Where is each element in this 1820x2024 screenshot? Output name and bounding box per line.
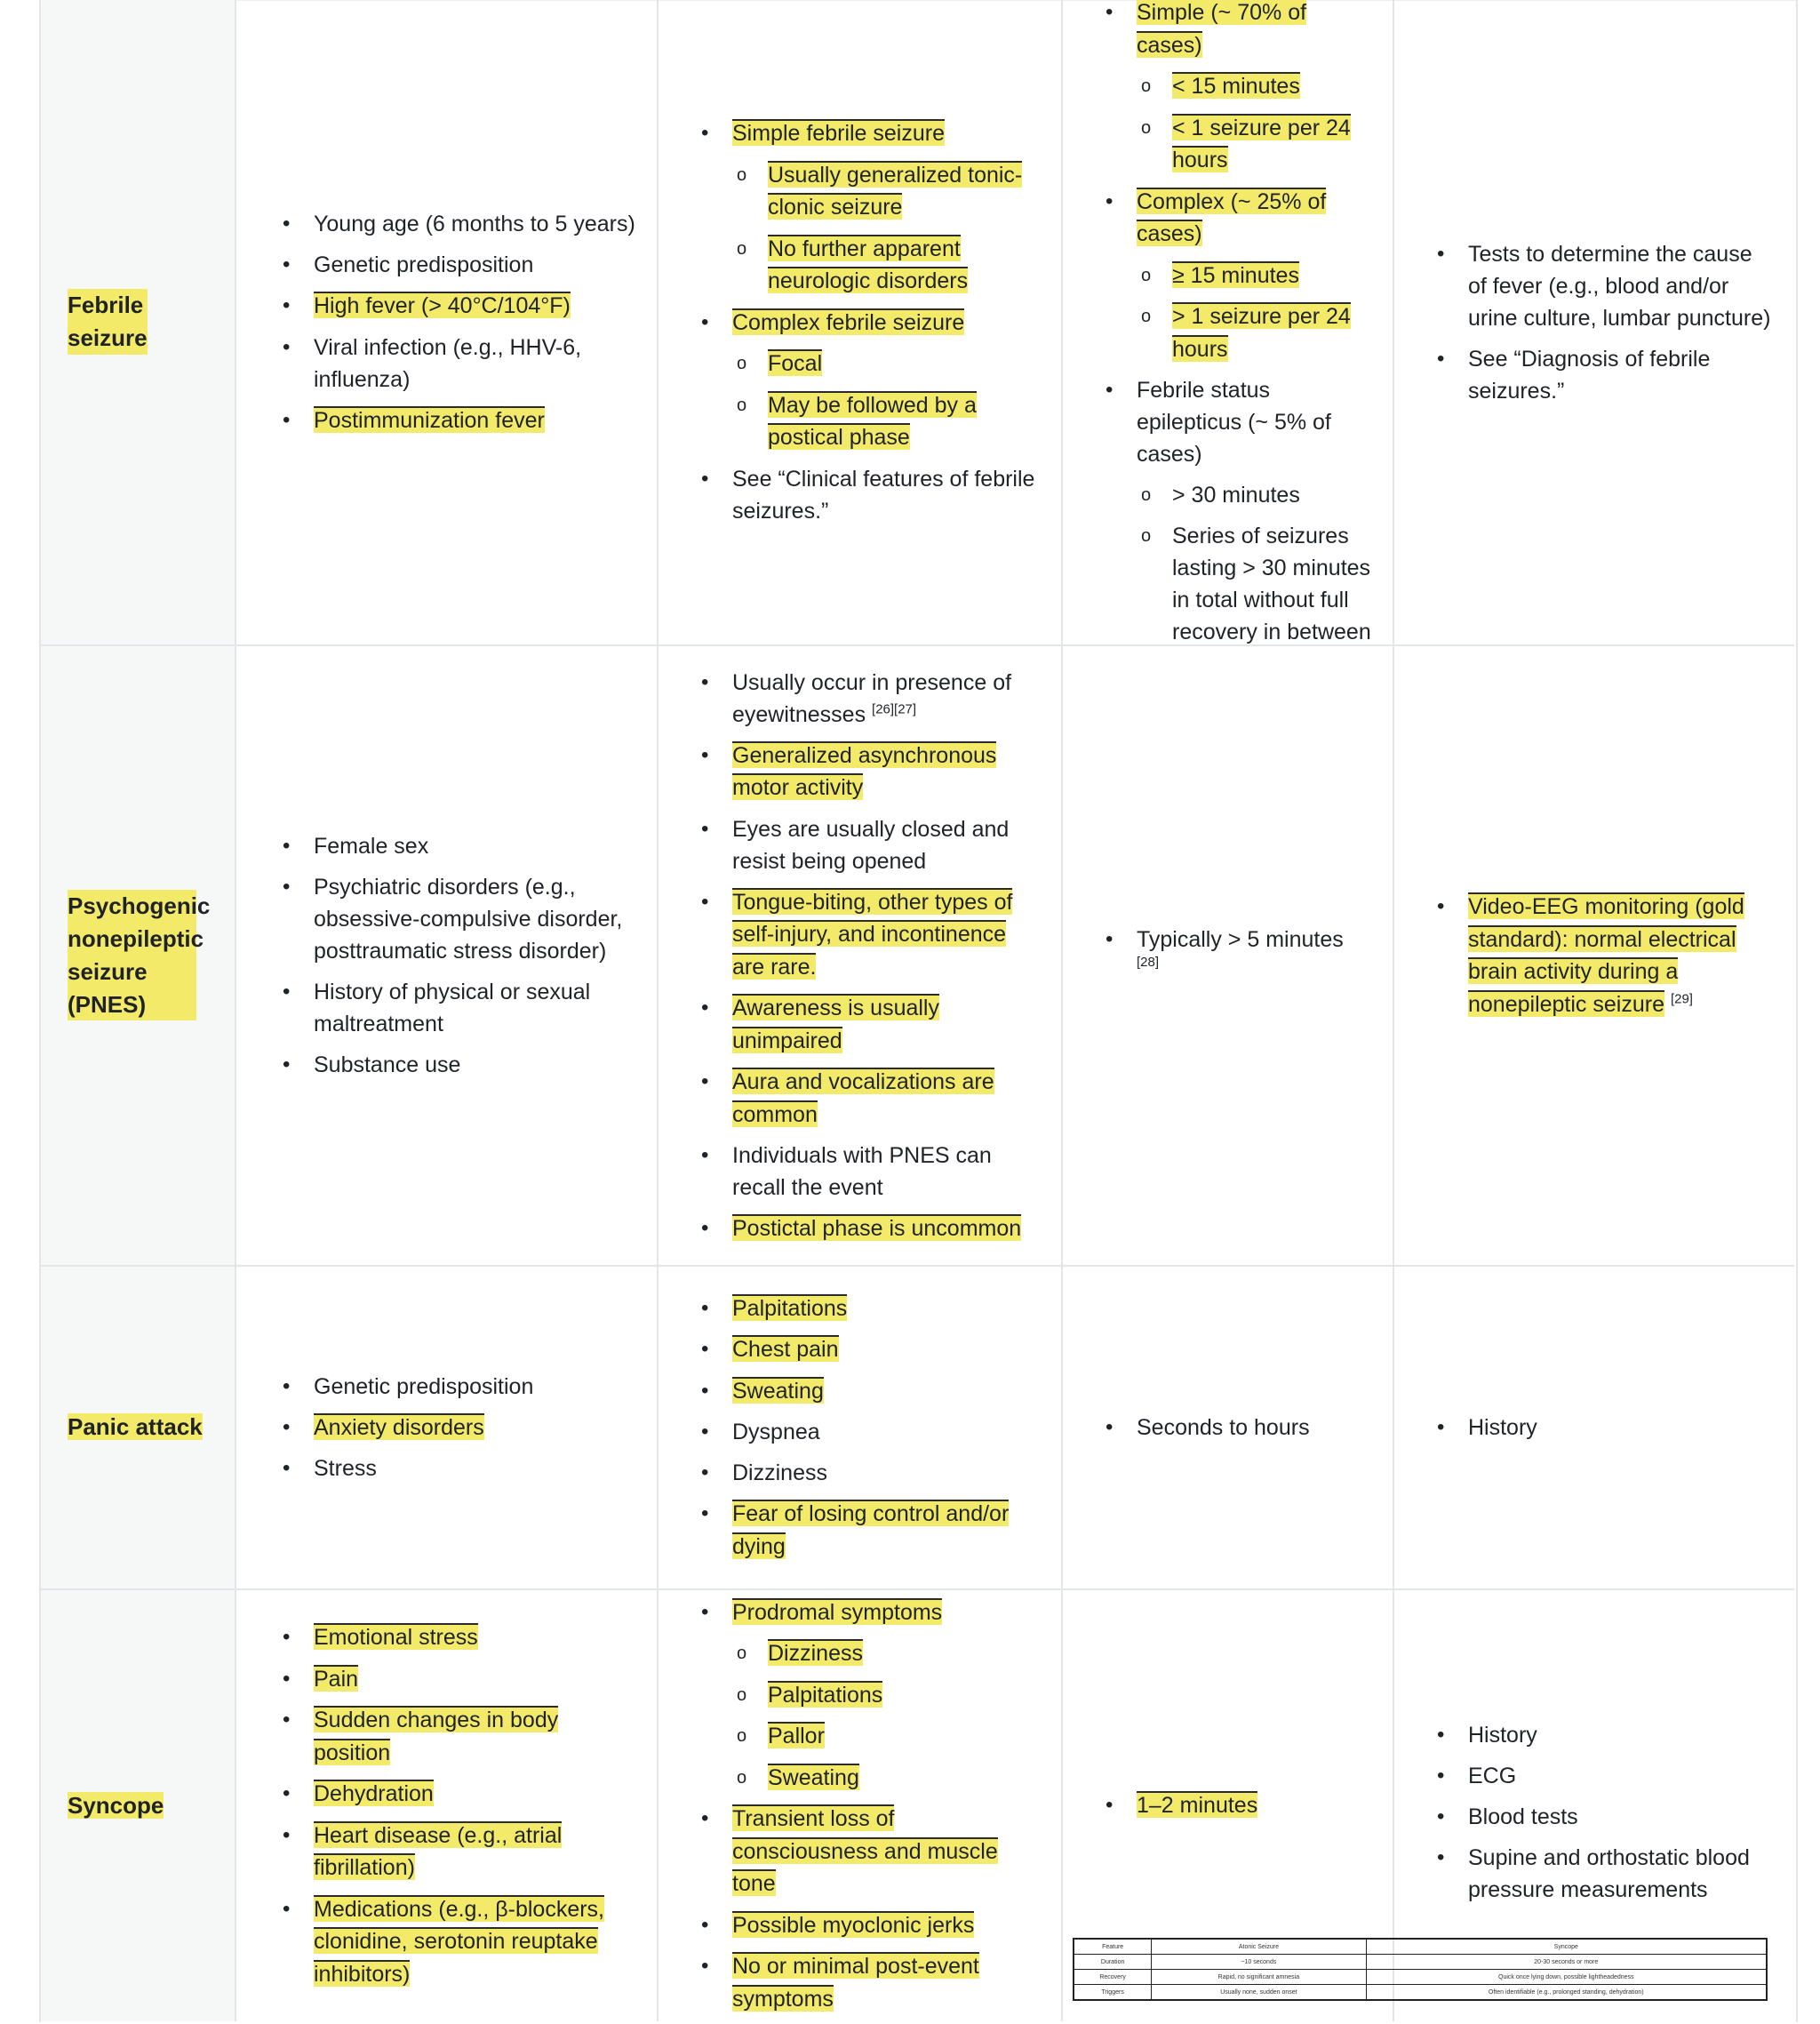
list-item: • Genetic predisposition [283, 249, 635, 281]
table-cell: Recovery [1074, 1970, 1152, 1985]
list-item: • Substance use [283, 1049, 635, 1081]
list-item[interactable]: o Focal [737, 348, 1040, 380]
list-item: • Seconds to hours [1106, 1412, 1310, 1444]
list-item[interactable]: • No or minimal post-event symptoms [701, 1950, 1040, 2015]
list-item: • Female sex [283, 830, 635, 862]
table-row [1074, 1955, 1767, 1970]
risk-factors-cell [235, 1267, 657, 1588]
list-item[interactable]: • Emotional stress [283, 1621, 635, 1654]
row-label-cell [41, 1267, 235, 1588]
list-item[interactable]: • Prodromal symptoms [701, 1596, 1040, 1629]
list-item[interactable]: • Aura and vocalizations are common [701, 1066, 1040, 1131]
list-item[interactable]: • Video-EEG monitoring (gold standard): normal electrical brain activity during a nonepileptic seizure [29] [1437, 891, 1773, 1020]
list-item[interactable]: • Complex (~ 25% of cases) [1106, 186, 1373, 251]
diagnosis-cell [1393, 1267, 1794, 1588]
list-item[interactable]: o Series of seizures lasting > 30 minutes in total without full recovery in between [1141, 520, 1373, 648]
list-item[interactable]: • See “Clinical features of febrile seizures.” [701, 463, 1040, 527]
table-cell: Often identifiable (e.g., prolonged standing, dehydration) [1366, 1985, 1767, 2001]
list-item[interactable]: • Postictal phase is uncommon [701, 1212, 1040, 1245]
list-item[interactable]: • Complex febrile seizure [701, 307, 1040, 340]
list-item[interactable]: o > 1 seizure per 24 hours [1141, 300, 1373, 365]
list-item[interactable]: o Sweating [737, 1762, 1040, 1795]
list-item[interactable]: • Dyspnea [701, 1416, 1040, 1448]
list-item: • Blood tests [1437, 1801, 1773, 1833]
list-item[interactable]: • Sudden changes in body position [283, 1704, 635, 1769]
list-item[interactable]: • Simple febrile seizure [701, 117, 1040, 150]
list-item[interactable]: o < 1 seizure per 24 hours [1141, 112, 1373, 177]
list-item[interactable]: • Supine and orthostatic blood pressure measurements [1437, 1842, 1773, 1906]
list-item[interactable]: • Tongue-biting, other types of self-injury, and incontinence are rare. [701, 886, 1040, 984]
list-item[interactable]: • Medications (e.g., β-blockers, clonidine, serotonin reuptake inhibitors) [283, 1893, 635, 1991]
list-item: • Stress [283, 1452, 533, 1484]
list-item[interactable]: o No further apparent neurologic disorders [737, 233, 1040, 298]
list-item: • History [1437, 1412, 1537, 1444]
list-item[interactable]: • Psychiatric disorders (e.g., obsessive-compulsive disorder, posttraumatic stress disorder) [283, 871, 635, 967]
clinical-features-cell [657, 646, 1061, 1265]
table-row-pnes [41, 646, 1794, 1267]
citation[interactable]: [26][27] [872, 701, 917, 717]
list-item: • Typically > 5 minutes [28] [1106, 924, 1344, 988]
table-header-cell: Atonic Seizure [1152, 1939, 1366, 1955]
duration-cell [1061, 1267, 1393, 1588]
list-item[interactable]: • High fever (> 40°C/104°F) [283, 290, 635, 323]
list-item[interactable]: • 1–2 minutes [1106, 1789, 1257, 1822]
list-item[interactable]: • Chest pain [701, 1333, 1040, 1366]
list-item[interactable]: o May be followed by a postical phase [737, 389, 1040, 454]
table-row [1074, 1985, 1767, 2001]
citation[interactable]: [28] [1137, 955, 1160, 970]
list-item[interactable]: o < 15 minutes [1141, 70, 1373, 103]
row-label-panic-attack[interactable]: Panic attack [68, 1413, 203, 1441]
row-label-pnes[interactable]: Psychogenic nonepileptic seizure (PNES) [68, 890, 196, 1021]
list-item[interactable]: o ≥ 15 minutes [1141, 260, 1373, 292]
list-item[interactable]: • Tests to determine the cause of fever (e.g., blood and/or urine culture, lumbar puncture) [1437, 238, 1773, 334]
list-item[interactable]: • Viral infection (e.g., HHV-6, influenza) [283, 332, 635, 396]
row-label-cell [41, 0, 235, 644]
table-row-panic-attack [41, 1267, 1794, 1590]
list-item[interactable]: o Dizziness [737, 1637, 1040, 1670]
list-item[interactable]: • Awareness is usually unimpaired [701, 992, 1040, 1057]
table-cell: 20-30 seconds or more [1366, 1955, 1767, 1970]
list-item: • Genetic predisposition [283, 1371, 533, 1403]
list-item: • Usually occur in presence of eyewitnesses [26][27] [701, 667, 1040, 731]
list-item[interactable]: • ECG [1437, 1760, 1773, 1792]
list-item[interactable]: • Dehydration [283, 1778, 635, 1811]
list-item[interactable]: • Febrile status epilepticus (~ 5% of cases) [1106, 374, 1373, 470]
list-item: • History [1437, 1719, 1773, 1751]
list-item[interactable]: • Possible myoclonic jerks [701, 1909, 1040, 1942]
risk-factors-cell [235, 646, 657, 1265]
list-item[interactable]: • Transient loss of consciousness and muscle tone [701, 1803, 1040, 1900]
list-item: • Eyes are usually closed and resist being opened [701, 813, 1040, 877]
row-label-syncope[interactable]: Syncope [68, 1791, 164, 1819]
list-item[interactable]: • Postimmunization fever [283, 404, 635, 437]
list-item[interactable]: • See “Diagnosis of febrile seizures.” [1437, 343, 1773, 407]
row-label-cell [41, 1590, 235, 2021]
list-item[interactable]: • Simple (~ 70% of cases) [1106, 0, 1373, 61]
risk-factors-cell [235, 0, 657, 644]
list-item[interactable]: • Palpitations [701, 1292, 1040, 1325]
clinical-features-cell [657, 1267, 1061, 1588]
list-item[interactable]: • Pain [283, 1663, 635, 1696]
citation[interactable]: [29] [1670, 991, 1693, 1007]
clinical-features-cell [657, 1590, 1061, 2021]
list-item[interactable]: o Usually generalized tonic-clonic seizure [737, 159, 1040, 224]
list-item[interactable]: • Fear of losing control and/or dying [701, 1498, 1040, 1563]
row-label-febrile-seizure[interactable]: Febrile seizure [68, 289, 148, 355]
clinical-features-cell [657, 0, 1061, 644]
duration-cell [1061, 0, 1393, 644]
list-item[interactable]: o Palpitations [737, 1679, 1040, 1712]
diagnosis-cell [1393, 0, 1794, 644]
table-header-cell: Feature [1074, 1939, 1152, 1955]
table-row [1074, 1970, 1767, 1985]
list-item: o > 30 minutes [1141, 479, 1373, 511]
diagnosis-cell [1393, 646, 1794, 1265]
table-cell: Usually none, sudden onset [1152, 1985, 1366, 2001]
list-item: • History of physical or sexual maltreatment [283, 976, 635, 1040]
list-item[interactable]: • Heart disease (e.g., atrial fibrillation) [283, 1820, 635, 1884]
table-header-cell: Syncope [1366, 1939, 1767, 1955]
list-item[interactable]: • Generalized asynchronous motor activity [701, 740, 1040, 804]
risk-factors-cell [235, 1590, 657, 2021]
table-row-febrile-seizure [41, 0, 1794, 646]
list-item[interactable]: • Individuals with PNES can recall the event [701, 1140, 1040, 1204]
comparison-table-thumbnail [1073, 1938, 1768, 2001]
table-cell: Quick once lying down, possible lightheadedness [1366, 1970, 1767, 1985]
duration-cell [1061, 646, 1393, 1265]
table-cell: Rapid, no significant amnesia [1152, 1970, 1366, 1985]
list-item[interactable]: o Pallor [737, 1720, 1040, 1753]
list-item: • Young age (6 months to 5 years) [283, 208, 635, 240]
table-cell: ~10 seconds [1152, 1955, 1366, 1970]
list-item[interactable]: • Anxiety disorders [283, 1412, 533, 1444]
table-row [1074, 1939, 1767, 1955]
list-item[interactable]: • Dizziness [701, 1457, 1040, 1489]
list-item[interactable]: • Sweating [701, 1375, 1040, 1408]
table-cell: Duration [1074, 1955, 1152, 1970]
table-cell: Triggers [1074, 1985, 1152, 2001]
row-label-cell [41, 646, 235, 1265]
